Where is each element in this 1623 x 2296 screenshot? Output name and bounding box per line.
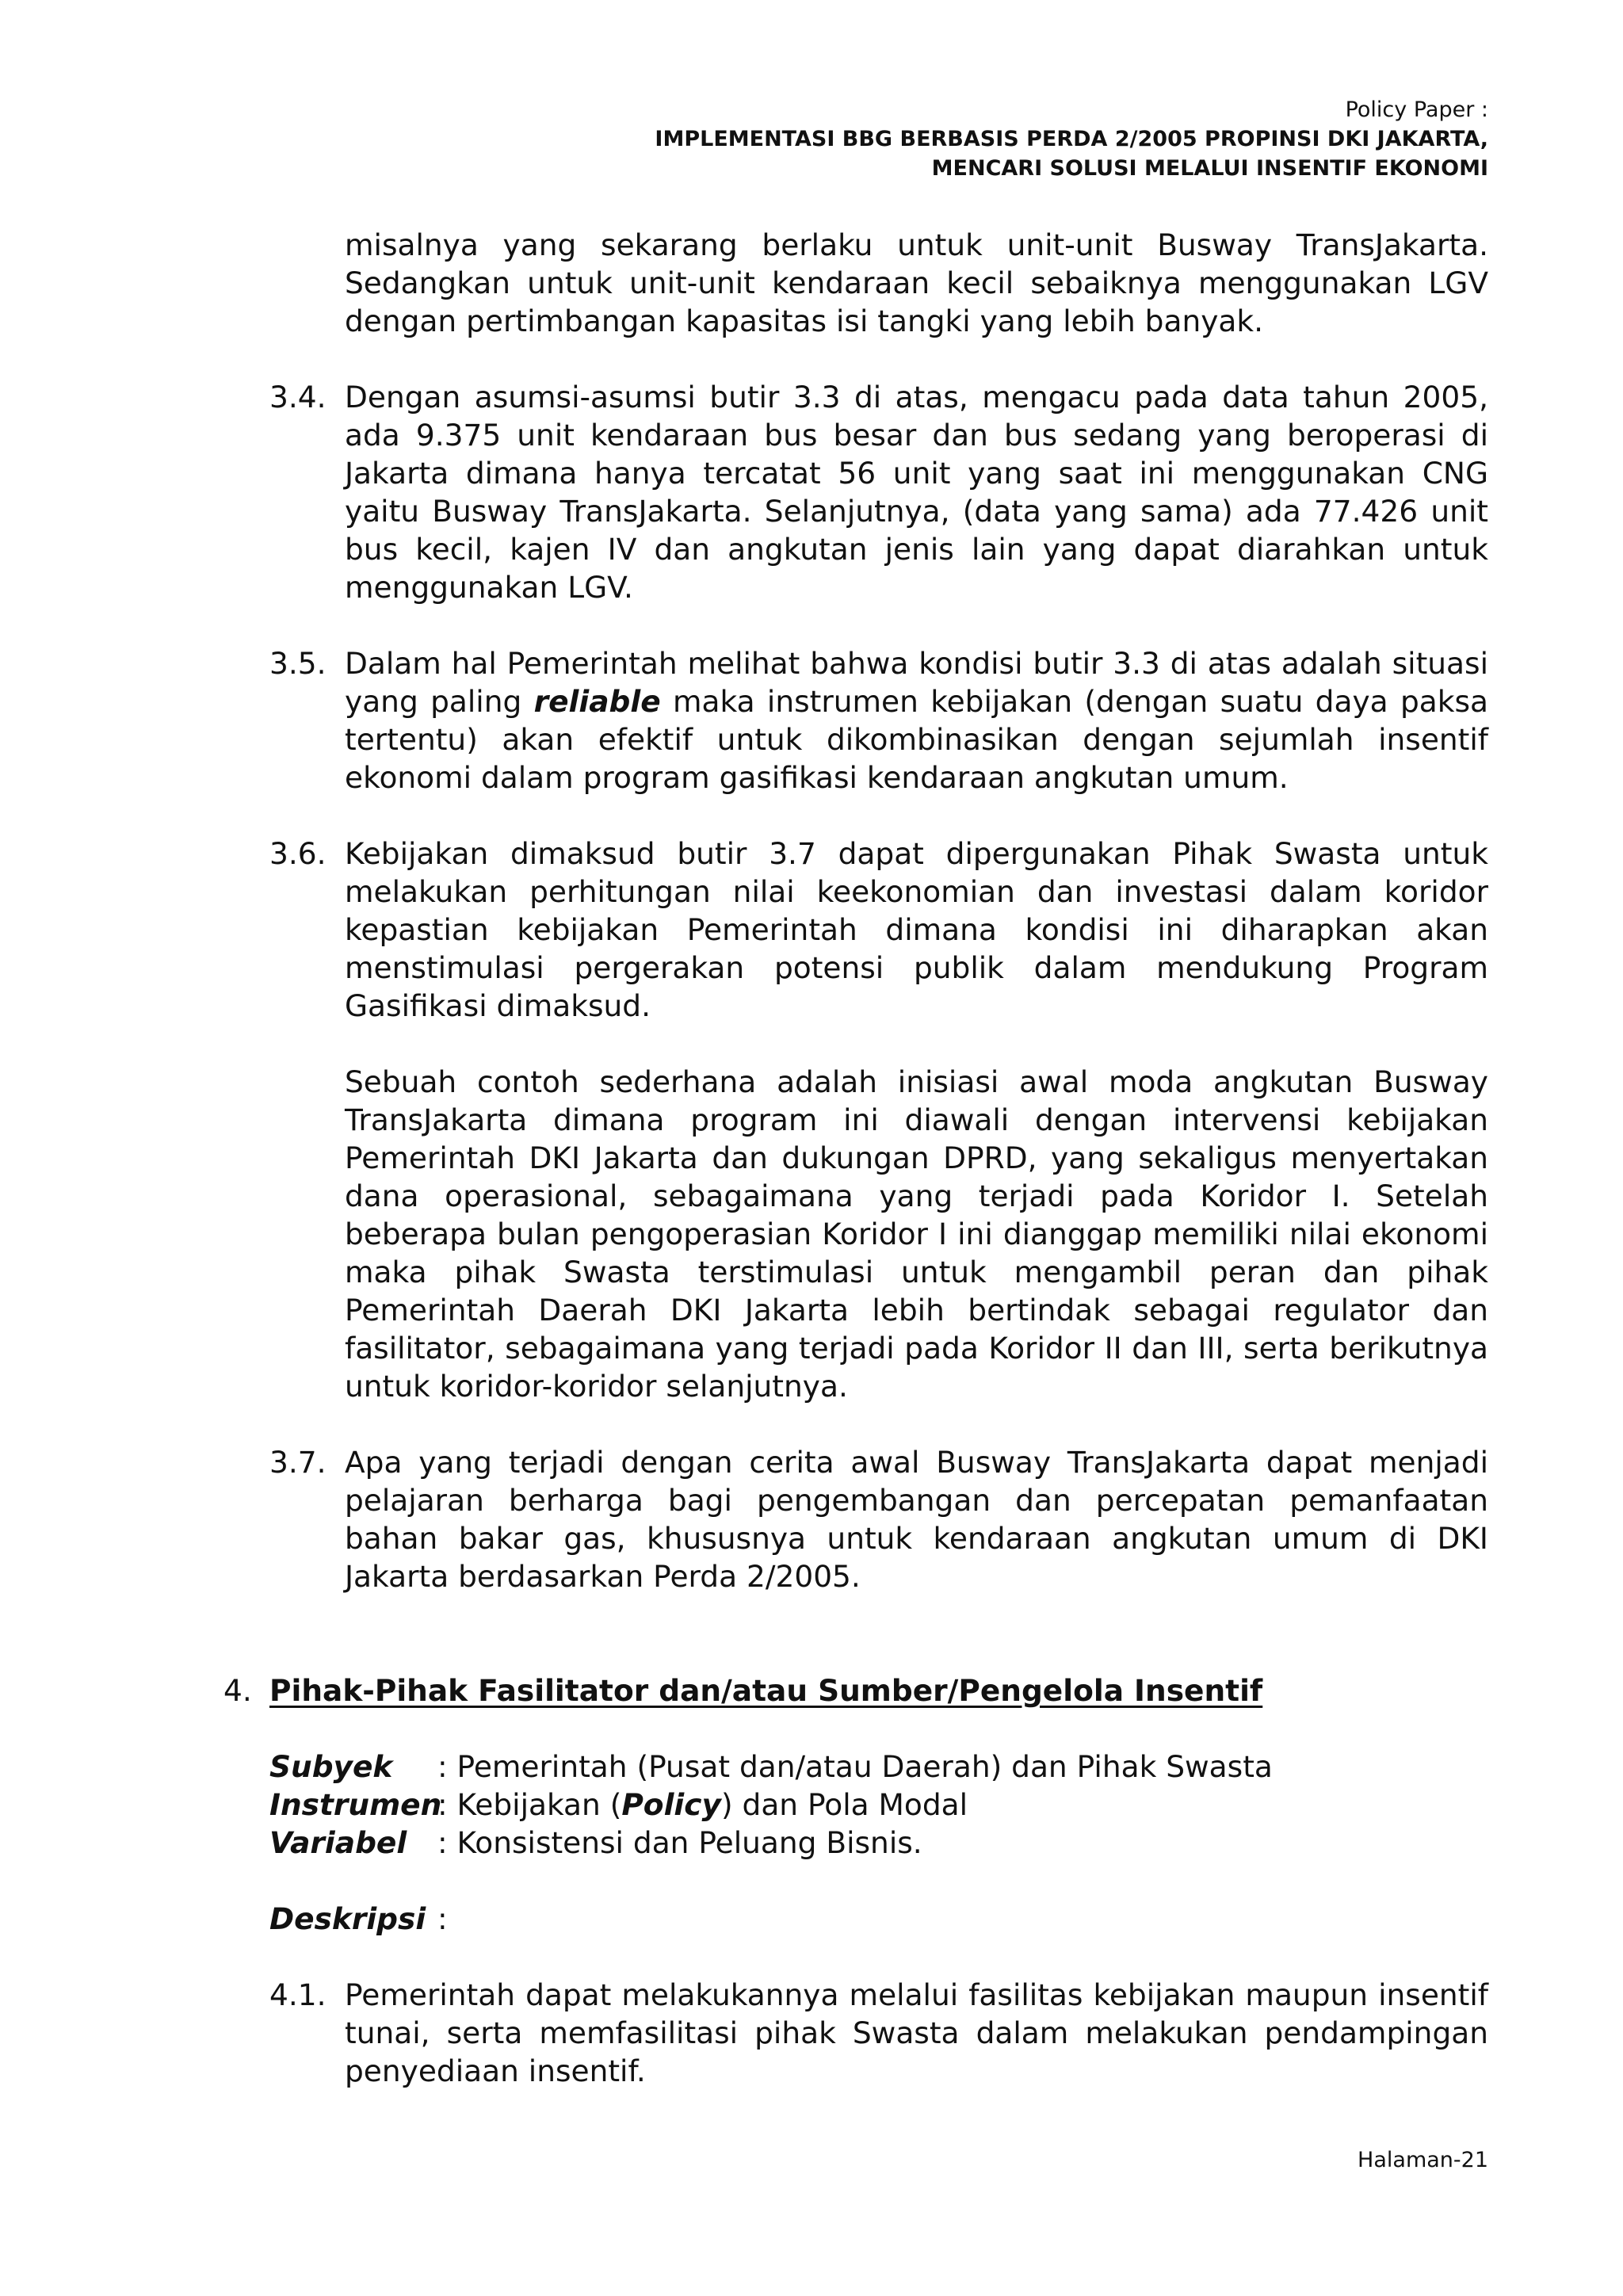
definition-value: : Pemerintah (Pusat dan/atau Daerah) dan Pihak Swasta <box>437 1749 1273 1784</box>
item-text: Dengan asumsi-asumsi butir 3.3 di atas, mengacu pada data tahun 2005, ada 9.375 unit kendaraan bus besar dan bus sedang yang beroperasi di Jakarta dimana hanya tercatat 56 unit yang saat ini menggunakan CNG yaitu Busway TransJakarta. Selanjutnya, (data yang sama) ada 77.426 unit bus kecil, kajen IV dan angkutan jenis lain yang dapat diarahkan untuk menggunakan LGV. <box>345 380 1488 605</box>
list-item-3-5 <box>216 644 1488 797</box>
item-number: 3.6. <box>269 836 327 871</box>
list-item-4-1 <box>216 1976 1488 2090</box>
emphasis-reliable: reliable <box>533 684 661 719</box>
list-item-3-7 <box>216 1443 1488 1595</box>
definition-value <box>437 1786 1488 1824</box>
header-title-line2: MENCARI SOLUSI MELALUI INSENTIF EKONOMI <box>931 156 1488 181</box>
item-3-6-example-paragraph: Sebuah contoh sederhana adalah inisiasi awal moda angkutan Busway TransJakarta dimana program ini diawali dengan intervensi kebijakan Pemerintah DKI Jakarta dan dukungan DPRD, yang sekaligus menyertakan dana operasional, sebagaimana yang terjadi pada Koridor I. Setelah beberapa bulan pengoperasian Koridor I ini dianggap memiliki nilai ekonomi maka pihak Swasta terstimulasi untuk mengambil peran dan pihak Pemerintah Daerah DKI Jakarta lebih bertindak sebagai regulator dan fasilitator, sebagaimana yang terjadi pada Koridor II dan III, serta berikutnya untuk koridor-koridor selanjutnya. <box>345 1064 1488 1404</box>
definition-label: Variabel <box>269 1825 407 1860</box>
header-title-line1: IMPLEMENTASI BBG BERBASIS PERDA 2/2005 PROPINSI DKI JAKARTA, <box>655 127 1488 151</box>
intro-paragraph: misalnya yang sekarang berlaku untuk unit-unit Busway TransJakarta. Sedangkan untuk unit-unit kendaraan kecil sebaiknya menggunakan LGV dengan pertimbangan kapasitas isi tangki yang lebih banyak. <box>345 227 1488 338</box>
emphasis-policy: Policy <box>621 1787 721 1822</box>
item-number: 3.7. <box>269 1445 327 1480</box>
section-number: 4. <box>223 1673 252 1708</box>
definition-label: Instrumen <box>269 1787 442 1822</box>
definition-value-part1: : Kebijakan ( <box>437 1787 622 1822</box>
header-label: Policy Paper : <box>1345 97 1488 122</box>
item-number: 4.1. <box>269 1977 327 2012</box>
section-4-definitions <box>269 1748 1488 1938</box>
definition-label: Deskripsi <box>269 1901 426 1936</box>
definition-row-instrumen <box>269 1786 1488 1824</box>
item-text-part1: Dalam hal Pemerintah melihat bahwa kondisi butir 3.3 di atas adalah situasi yang paling <box>345 646 1488 719</box>
page-header <box>300 95 1488 183</box>
item-number: 3.4. <box>269 380 327 415</box>
definition-value-part2: ) dan Pola Modal <box>720 1787 968 1822</box>
section-title: Pihak-Pihak Fasilitator dan/atau Sumber/Pengelola Insentif <box>269 1673 1263 1708</box>
item-text: Kebijakan dimaksud butir 3.7 dapat dipergunakan Pihak Swasta untuk melakukan perhitungan nilai keekonomian dan investasi dalam koridor kepastian kebijakan Pemerintah dimana kondisi ini diharapkan akan menstimulasi pergerakan potensi publik dalam mendukung Program Gasifikasi dimaksud. <box>345 836 1488 1023</box>
definition-value: : Konsistensi dan Peluang Bisnis. <box>437 1825 922 1860</box>
list-item-3-4 <box>216 378 1488 606</box>
list-item-3-6 <box>216 835 1488 1025</box>
item-number: 3.5. <box>269 646 327 681</box>
definition-row-subyek <box>269 1748 1488 1786</box>
section-4-heading <box>216 1671 1488 1710</box>
definition-value: : <box>437 1901 448 1936</box>
page-body <box>216 226 1488 2090</box>
item-text: Pemerintah dapat melakukannya melalui fasilitas kebijakan maupun insentif tunai, serta memfasilitasi pihak Swasta dalam melakukan pendampingan penyediaan insentif. <box>345 1977 1488 2088</box>
page-number: Halaman-21 <box>1358 2148 1488 2172</box>
definition-row-deskripsi <box>269 1900 1488 1938</box>
definition-label: Subyek <box>269 1749 393 1784</box>
item-text-part2: maka instrumen kebijakan (dengan suatu daya paksa tertentu) akan efektif untuk dikombinasikan dengan sejumlah insentif ekonomi dalam program gasifikasi kendaraan angkutan umum. <box>345 684 1488 795</box>
item-text: Apa yang terjadi dengan cerita awal Busway TransJakarta dapat menjadi pelajaran berharga bagi pengembangan dan percepatan pemanfaatan bahan bakar gas, khususnya untuk kendaraan angkutan umum di DKI Jakarta berdasarkan Perda 2/2005. <box>345 1445 1488 1594</box>
definition-row-variabel <box>269 1824 1488 1862</box>
